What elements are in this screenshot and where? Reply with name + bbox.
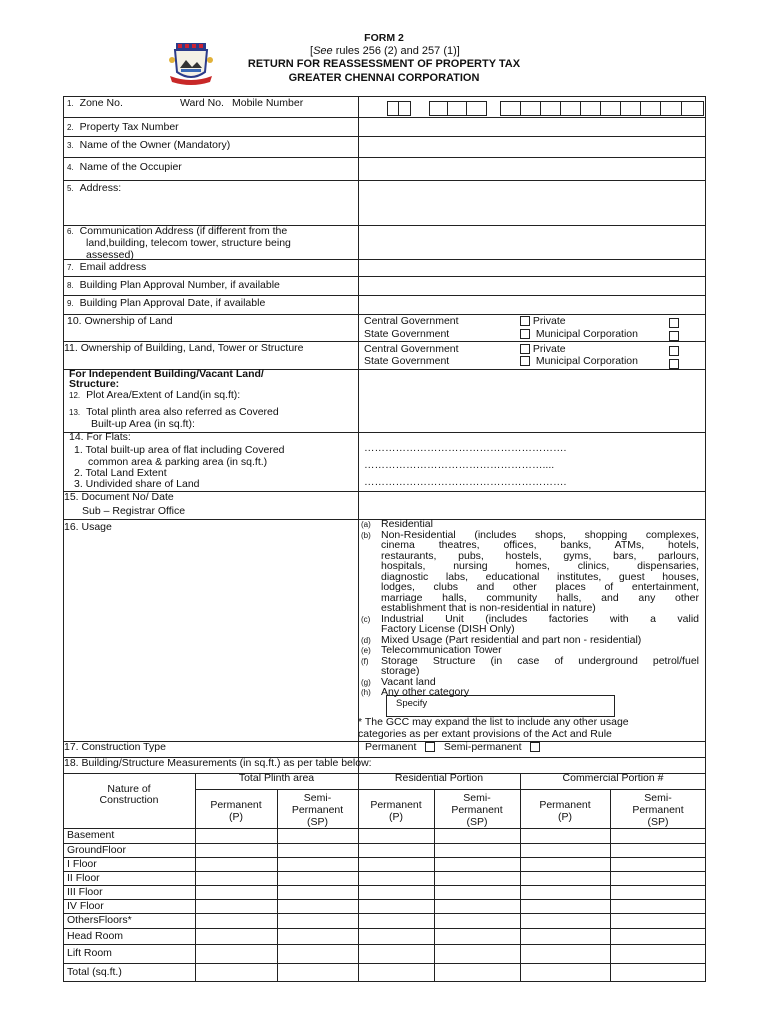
group-commercial: Commercial Portion # (562, 772, 664, 784)
semi-permanent-header: Semi- Permanent (SP) (291, 792, 344, 828)
row-11-label: 11. Ownership of Building, Land, Tower or Structure (64, 342, 304, 354)
usage-text: hospitals, nursing homes, clinics, dispensaries, (381, 560, 699, 572)
checkbox-icon[interactable] (520, 329, 530, 339)
usage-text: Non-Residential (includes shops, shopping complexes, (381, 528, 699, 541)
ward-input[interactable] (429, 101, 487, 116)
usage-marker: (e) (361, 646, 371, 655)
land-state-government: State Government (364, 328, 450, 340)
column-divider (358, 96, 359, 782)
building-private-option[interactable]: Private (520, 344, 566, 355)
floor-label: I Floor (67, 857, 97, 870)
row-12: 12. Plot Area/Extent of Land(in sq.ft): (69, 389, 241, 401)
row-6-line3: assessed) (86, 249, 134, 261)
usage-marker: (f) (361, 656, 369, 666)
flat-item-2: 2. Total Land Extent (74, 467, 167, 479)
row-divider (63, 928, 706, 929)
floor-label: Head Room (67, 929, 124, 942)
floor-label: GroundFloor (67, 843, 126, 856)
row-6-line2: land,building, telecom tower, structure being (86, 237, 291, 249)
floor-label: III Floor (67, 885, 103, 898)
independent-heading-line2: Structure: (69, 378, 120, 390)
row-7: 7. Email address (67, 261, 147, 273)
building-municipal-checkbox[interactable] (669, 359, 679, 369)
usage-note-line2: categories as per extant provisions of the Act and Rule (358, 728, 612, 740)
floor-label: Basement (67, 829, 115, 841)
row-3: 3. Name of the Owner (Mandatory) (67, 139, 231, 151)
usage-text: restaurants, pubs, hostels, gyms, bars, parlours, (381, 549, 699, 562)
semi-permanent-header: Semi- Permanent (SP) (451, 792, 503, 828)
building-central-government: Central Government (364, 343, 459, 355)
row-divider (63, 913, 706, 914)
usage-text: Residential (381, 518, 433, 530)
usage-marker: (a) (361, 520, 371, 529)
group-residential: Residential Portion (394, 772, 484, 784)
zone-input[interactable] (387, 101, 411, 116)
specify-label: Specify (396, 698, 428, 709)
row-divider (63, 944, 706, 945)
flat-item-3: 3. Undivided share of Land (74, 478, 200, 490)
usage-text: lodges, clubs and other places of entertainment, (381, 581, 699, 593)
usage-text: Factory License (DISH Only) (381, 623, 515, 635)
form-number: FORM 2 (364, 32, 404, 44)
floor-label: II Floor (67, 871, 100, 884)
usage-marker: (g) (361, 677, 371, 687)
row-divider (63, 843, 706, 844)
usage-text: diagnostic labs, educational institutes, guest houses, (381, 570, 699, 583)
usage-text: cinema theatres, offices, banks, ATMs, hotels, (381, 539, 699, 551)
zone-label: Zone No. (79, 97, 123, 109)
row-4: 4. Name of the Occupier (67, 161, 182, 173)
row-1: 1. Zone No. (67, 97, 123, 109)
usage-text: Vacant land (381, 675, 436, 688)
row-divider (63, 857, 706, 858)
group-total-plinth: Total Plinth area (238, 772, 315, 784)
checkbox-icon[interactable] (530, 742, 540, 752)
row-15-label: 15. Document No/ Date (64, 491, 174, 503)
land-municipal-checkbox[interactable] (669, 331, 679, 341)
floor-label: IV Floor (67, 899, 104, 912)
row-15-line2: Sub – Registrar Office (82, 505, 186, 517)
flat-item-1-line2: common area & parking area (in sq.ft.) (88, 456, 268, 468)
row-16-label: 16. Usage (64, 521, 112, 533)
usage-text: Industrial Unit (includes factories with a valid (381, 612, 699, 625)
permanent-header: Permanent (P) (370, 799, 422, 823)
land-municipal-option[interactable]: Municipal Corporation (520, 329, 638, 340)
corporation-emblem (168, 40, 214, 86)
independent-heading: For Independent Building/Vacant Land/ (69, 368, 264, 380)
floor-label: Total (sq.ft.) (67, 966, 122, 978)
row-10-label: 10. Ownership of Land (67, 315, 173, 327)
usage-text: marriage halls, community halls, and any other (381, 591, 699, 604)
form-title: RETURN FOR REASSESSMENT OF PROPERTY TAX (247, 58, 521, 70)
row-8: 8. Building Plan Approval Number, if available (67, 279, 280, 291)
usage-text: establishment that is non-residential in nature) (381, 602, 596, 614)
row-divider (63, 899, 706, 900)
row-13-line2: Built-up Area (in sq.ft): (91, 418, 195, 430)
corporation-name: GREATER CHENNAI CORPORATION (288, 72, 480, 84)
semi-permanent-header: Semi- Permanent (SP) (632, 792, 684, 828)
checkbox-icon[interactable] (425, 742, 435, 752)
land-central-government: Central Government (364, 315, 459, 327)
header (0, 0, 768, 90)
usage-marker: (h) (361, 688, 371, 697)
row-9: 9. Building Plan Approval Date, if available (67, 297, 266, 309)
usage-marker: (b) (361, 530, 371, 540)
checkbox-icon[interactable] (520, 356, 530, 366)
usage-text: storage) (381, 665, 420, 677)
construction-permanent-option[interactable]: Permanent Semi-permanent (365, 742, 540, 753)
building-municipal-option[interactable]: Municipal Corporation (520, 356, 638, 367)
usage-text: Storage Structure (in case of underground petrol/fuel (381, 654, 699, 667)
row-5: 5. Address: (67, 182, 122, 194)
emblem-icon (168, 40, 214, 86)
building-private-checkbox[interactable] (669, 346, 679, 356)
usage-text: Telecommunication Tower (381, 644, 502, 656)
checkbox-icon[interactable] (520, 344, 530, 354)
permanent-header: Permanent (P) (539, 799, 591, 823)
row-2: 2. Property Tax Number (67, 121, 179, 133)
mobile-label: Mobile Number (232, 97, 304, 109)
checkbox-icon[interactable] (520, 316, 530, 326)
row-18-label: 18. Building/Structure Measurements (in sq.ft.) as per table below: (64, 757, 372, 769)
usage-note-line1: * The GCC may expand the list to include any other usage (358, 716, 629, 728)
land-private-checkbox[interactable] (669, 318, 679, 328)
land-private-option[interactable]: Private (520, 316, 566, 327)
row-6: 6. Communication Address (if different from the (67, 225, 288, 237)
floor-label: OthersFloors* (67, 914, 132, 926)
row-14-label: 14. For Flats: (69, 431, 131, 443)
ward-label: Ward No. (180, 97, 224, 109)
usage-marker: (d) (361, 635, 371, 645)
row-13: 13. Total plinth area also referred as Covered (69, 406, 279, 418)
row-divider (63, 963, 706, 964)
permanent-header: Permanent (P) (210, 799, 262, 823)
floor-label: Lift Room (67, 947, 112, 959)
row-divider (63, 885, 706, 886)
row-17-label: 17. Construction Type (64, 741, 166, 753)
flat-undivided-share-field[interactable]: …………………………………………………. (364, 476, 567, 488)
row-divider (63, 871, 706, 872)
flat-land-extent-field[interactable]: …………………………………………….... (364, 459, 555, 471)
usage-text: Mixed Usage (Part residential and part non - residential) (381, 633, 642, 646)
building-state-government: State Government (364, 355, 450, 367)
flat-item-1: 1. Total built-up area of flat including Covered (74, 444, 285, 456)
mobile-input[interactable] (500, 101, 704, 116)
table-nature-header: Nature of Construction (99, 783, 159, 807)
rules-reference: [See rules 256 (2) and 257 (1)] (310, 45, 460, 57)
usage-text: Any other category (381, 686, 470, 698)
usage-marker: (c) (361, 614, 371, 624)
flat-built-up-field[interactable]: …………………………………………………. (364, 442, 567, 454)
